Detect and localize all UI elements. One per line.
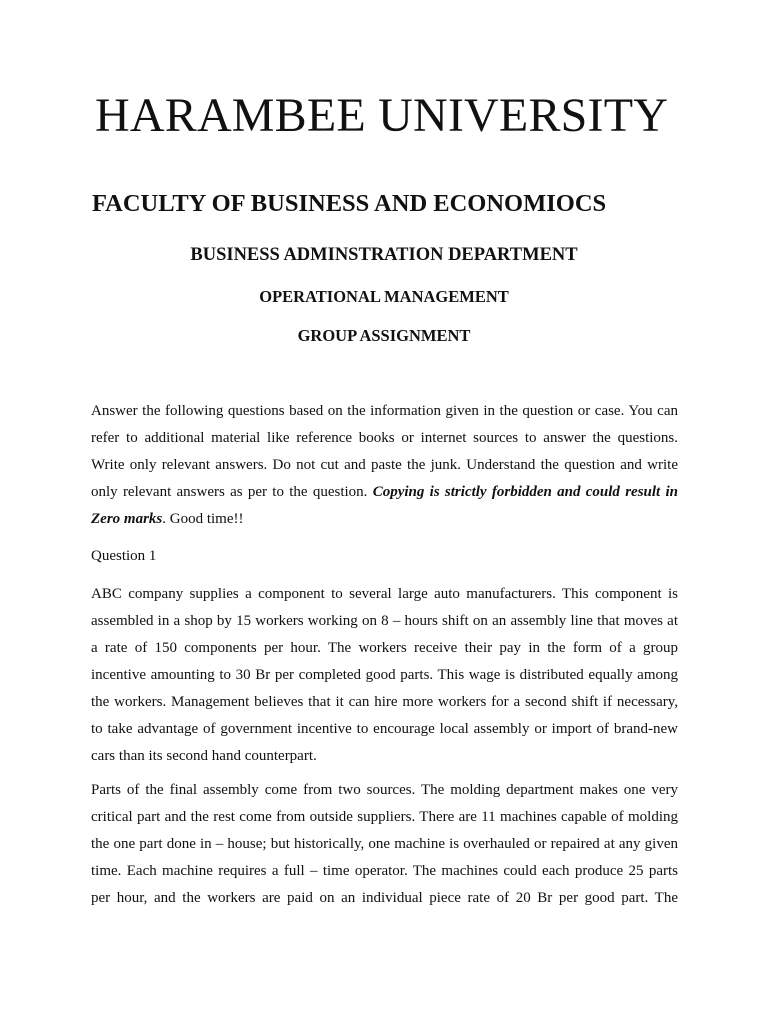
case-line: ABC company supplies a component to several large auto manufacturers. This component is [91,586,678,602]
case-line: critical part and the rest come from outside suppliers. There are 11 machines capable of molding [91,809,678,825]
instructions-line: Answer the following questions based on the information given in the question or case. You can [91,403,678,419]
instructions-text: only relevant answers as per to the question. [91,484,373,500]
course-title: OPERATIONAL MANAGEMENT [259,287,509,306]
case-line: cars than its second hand counterpart. [91,748,317,764]
warning-text: Copying is strictly forbidden and could result in [372,484,678,500]
case-line: incentive amounting to 30 Br per completed good parts. This wage is distributed equally among [91,667,678,683]
assignment-title: GROUP ASSIGNMENT [297,326,471,345]
instructions-line [91,479,678,506]
case-line: a rate of 150 components per hour. The workers receive their pay in the form of a group [91,640,678,656]
case-paragraph [91,581,678,770]
closing-text: . Good time!! [162,511,244,527]
case-line: to take advantage of government incentive to encourage local assembly or import of brand-new [91,721,678,737]
case-paragraph [91,777,678,912]
case-line: per hour, and the workers are paid on an individual piece rate of 20 Br per good part. The [91,890,678,906]
instructions-line: refer to additional material like reference books or internet sources to answer the questions. [91,430,678,446]
instructions-paragraph [91,398,678,533]
case-line: the one part done in – house; but historically, one machine is overhauled or repaired at any given [91,836,678,852]
university-title: HARAMBEE UNIVERSITY [95,89,669,142]
case-line: Parts of the final assembly come from two sources. The molding department makes one very [91,782,678,798]
department-title: BUSINESS ADMINSTRATION DEPARTMENT [190,245,578,265]
case-line: assembled in a shop by 15 workers working on 8 – hours shift on an assembly line that moves at [91,613,678,629]
instructions-line [91,506,678,533]
question-label: Question 1 [91,548,157,564]
case-line: time. Each machine requires a full – time operator. The machines could each produce 25 parts [91,863,678,879]
case-line: the workers. Management believes that it can hire more workers for a second shift if necessary, [91,694,678,710]
faculty-title: FACULTY OF BUSINESS AND ECONOMIOCS [92,190,607,217]
warning-text: Zero marks [91,511,163,527]
instructions-line: Write only relevant answers. Do not cut and paste the junk. Understand the question and write [91,457,678,473]
